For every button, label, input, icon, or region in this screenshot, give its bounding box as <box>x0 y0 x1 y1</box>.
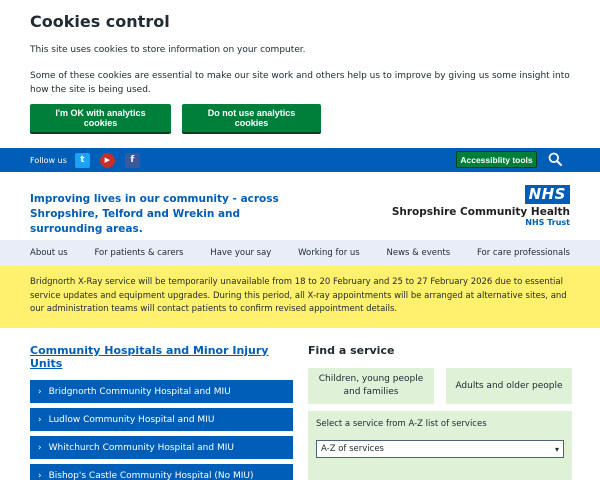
hospital-link-whitchurch[interactable] <box>30 436 293 459</box>
facebook-icon[interactable]: f <box>125 153 140 168</box>
nav-working-for-us[interactable]: Working for us <box>298 248 360 258</box>
hospital-link-label: Ludlow Community Hospital and MIU <box>48 414 215 425</box>
cookie-buttons <box>30 104 321 132</box>
cookie-text-1: This site uses cookies to store information on your computer. <box>30 45 306 55</box>
chevron-right-icon: › <box>38 442 42 453</box>
hospitals-section <box>30 344 293 480</box>
nav-have-your-say[interactable]: Have your say <box>210 248 272 258</box>
hospital-link-ludlow[interactable] <box>30 408 293 431</box>
hospital-link-label: Bishop's Castle Community Hospital (No MIU) <box>48 470 254 480</box>
cookie-banner <box>0 0 600 148</box>
service-tiles <box>308 368 572 404</box>
hospital-link-bishops-castle[interactable] <box>30 464 293 480</box>
chevron-right-icon: › <box>38 470 42 480</box>
cookie-text-2: Some of these cookies are essential to make our site work and others help us to improve by giving us some insight into how the site is being used. <box>30 71 570 95</box>
nhs-logo[interactable] <box>392 184 570 227</box>
find-service-title: Find a service <box>308 344 395 357</box>
main-nav <box>0 240 600 266</box>
cookie-title: Cookies control <box>30 12 170 31</box>
nhs-logo-mark: NHS <box>525 185 570 204</box>
service-alert: Bridgnorth X-Ray service will be temporarily unavailable from 18 to 20 February and 25 to 27 February 2026 due to essential service updates and equipment upgrades. During this period, all X-ray appointments will be arranged at alternative sites, and our administration teams will contact patients to confirm revised appointment details. <box>0 266 600 328</box>
site-tagline: Improving lives in our community - across Shropshire, Telford and Wrekin and surrounding areas. <box>30 193 279 235</box>
reject-analytics-cookies-button[interactable]: Do not use analytics cookies <box>182 104 321 132</box>
youtube-icon[interactable]: ▶ <box>100 153 115 168</box>
twitter-icon[interactable]: t <box>75 153 90 168</box>
top-bar <box>0 148 600 172</box>
tile-children-families[interactable]: Children, young people and families <box>308 368 434 404</box>
find-service-section <box>308 344 572 480</box>
nav-patients-carers[interactable]: For patients & carers <box>94 248 184 258</box>
az-services-select[interactable] <box>316 440 564 458</box>
site-header <box>0 172 600 240</box>
org-name: Shropshire Community Health <box>391 206 570 218</box>
hospital-link-label: Bridgnorth Community Hospital and MIU <box>48 386 231 397</box>
hospital-link-bridgnorth[interactable] <box>30 380 293 403</box>
hospitals-title[interactable]: Community Hospitals and Minor Injury Units <box>30 344 269 370</box>
chevron-down-icon: ▾ <box>554 444 559 454</box>
nav-news-events[interactable]: News & events <box>386 248 451 258</box>
nav-care-professionals[interactable]: For care professionals <box>476 248 570 258</box>
chevron-right-icon: › <box>38 386 42 397</box>
follow-us-label: Follow us <box>30 155 67 165</box>
tile-adults-older[interactable]: Adults and older people <box>446 368 572 404</box>
search-icon[interactable] <box>548 152 562 166</box>
org-subtitle: NHS Trust <box>525 218 570 227</box>
chevron-right-icon: › <box>38 414 42 425</box>
az-services-box <box>308 411 572 480</box>
az-label: Select a service from A-Z list of services <box>316 419 487 429</box>
az-select-value: A-Z of services <box>321 444 384 454</box>
accessibility-tools-button[interactable]: Accessiblity tools <box>456 151 537 168</box>
nav-about-us[interactable]: About us <box>30 248 68 258</box>
accept-analytics-cookies-button[interactable]: I'm OK with analytics cookies <box>30 104 171 132</box>
hospital-link-label: Whitchurch Community Hospital and MIU <box>48 442 234 453</box>
